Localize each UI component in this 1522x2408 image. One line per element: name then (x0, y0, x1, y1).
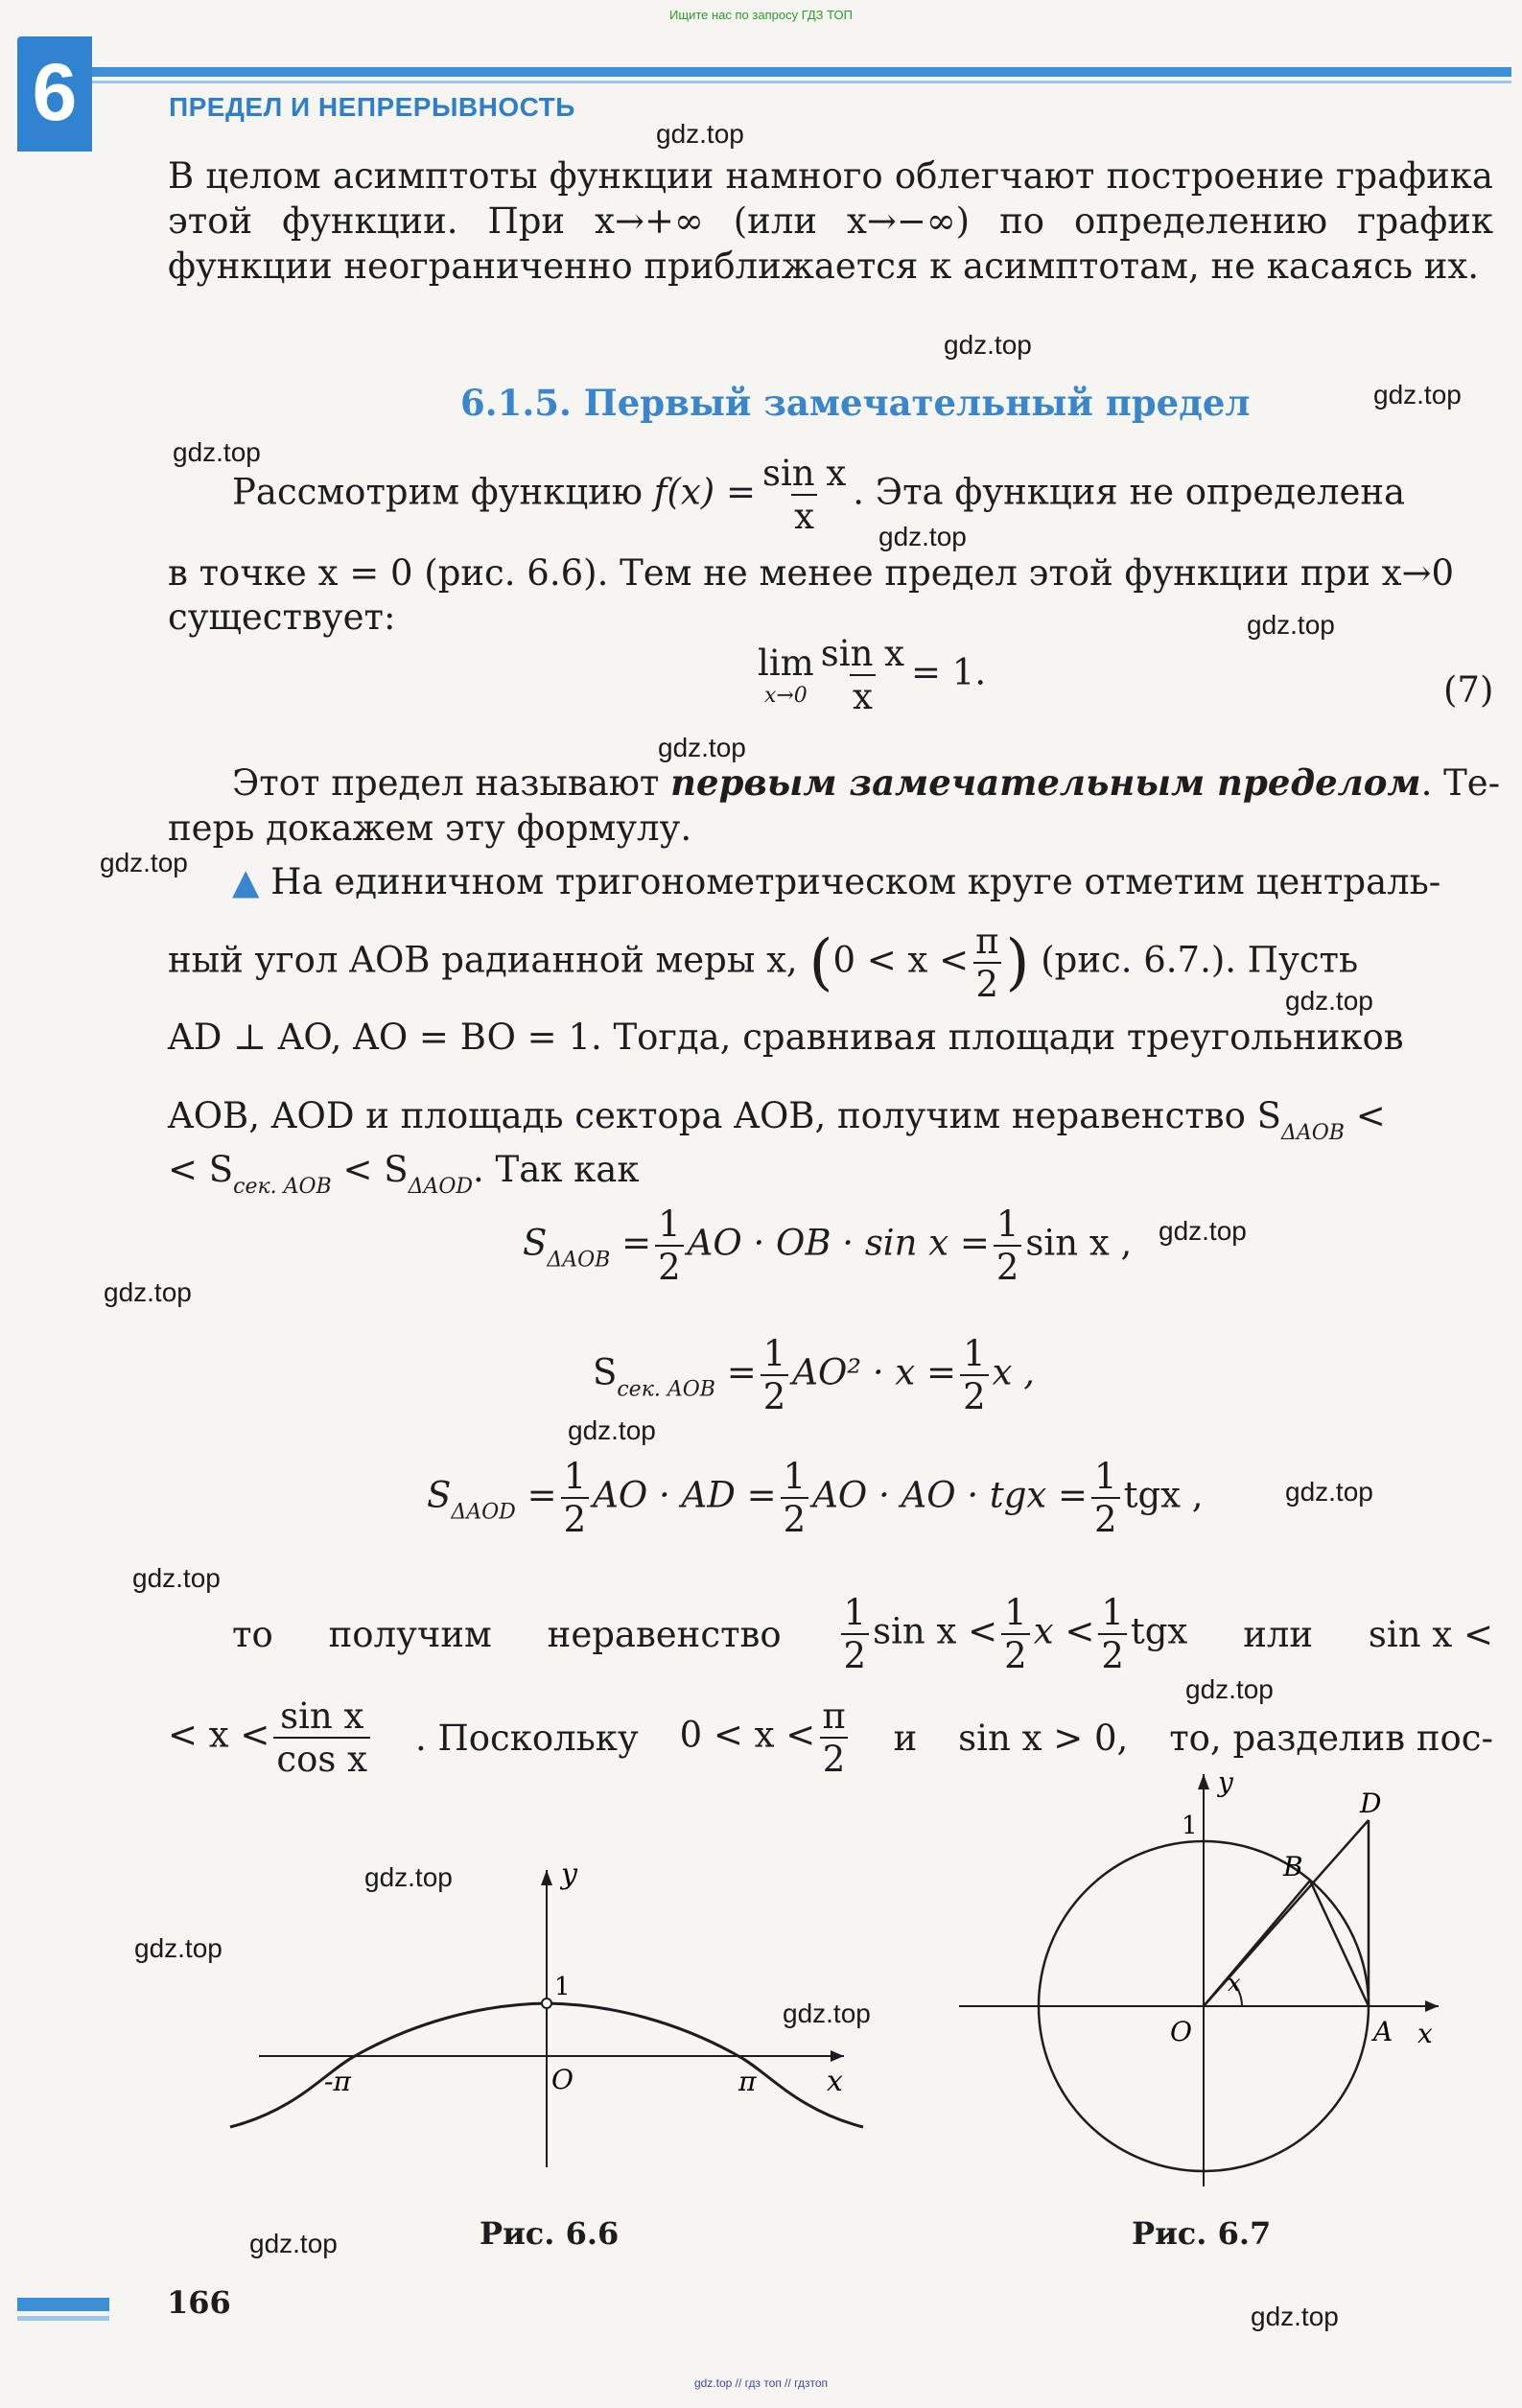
eq3-lhs: S (427, 1474, 452, 1516)
footer-stripe (17, 2298, 109, 2311)
proof-line5-sub1: сек. AOB (233, 1175, 332, 1199)
eq2-two-b: 2 (960, 1374, 989, 1417)
eq2-one-b: 1 (963, 1333, 986, 1374)
proof-line5-c: . Так как (473, 1149, 640, 1190)
eq1-one-a: 1 (658, 1204, 681, 1245)
watermark: gdz.top (1285, 1477, 1373, 1507)
last-den: cos x (273, 1737, 370, 1780)
eq3-one-a: 1 (563, 1456, 587, 1497)
eq1-rhs: sin x , (1025, 1222, 1133, 1264)
last-num: sin x (280, 1695, 364, 1737)
eq2-two-a: 2 (761, 1374, 789, 1417)
eq3-one-c: 1 (1094, 1456, 1117, 1497)
header-stripe (92, 67, 1511, 77)
proof-line2-a: ный угол AOB радианной меры x, (168, 939, 798, 981)
eq3-two-b: 2 (781, 1497, 809, 1540)
watermark: gdz.top (132, 1563, 221, 1593)
eq1-lhs: S (523, 1222, 548, 1264)
eq1-half-a (655, 1204, 684, 1288)
last-pos: sin x > 0, (958, 1717, 1129, 1759)
fig67-angle-label: x (1228, 1970, 1241, 1997)
watermark: gdz.top (100, 848, 188, 877)
proof-line3: AD ⊥ AO, AO = BO = 1. Тогда, сравнивая площади треугольников (168, 1017, 1404, 1058)
eq3-half-c (1091, 1456, 1120, 1540)
eq1-one-b: 1 (995, 1204, 1019, 1245)
eq2-lhs-sub: сек. AOB (617, 1377, 715, 1402)
proof-two: 2 (973, 962, 1002, 1005)
eq3-two-c: 2 (1091, 1497, 1120, 1540)
proof-line5-sub2: ΔAOD (408, 1175, 474, 1199)
fig67-origin: O (1170, 2016, 1192, 2047)
proof-pi-fraction (972, 921, 1001, 1005)
fig67-y-label: y (1218, 1766, 1233, 1798)
fig67-segment-AB (1310, 1881, 1369, 2006)
eq3-eq: = (527, 1474, 557, 1516)
fig67-D: D (1360, 1788, 1382, 1819)
ineq-to: то (232, 1613, 273, 1655)
formula-7-fraction (818, 633, 907, 717)
fig67-caption: Рис. 6.7 (1132, 2215, 1272, 2252)
formula-7-den: x (850, 674, 876, 717)
ineq-two-c: 2 (1098, 1633, 1127, 1676)
consider-line3: существует: (168, 596, 396, 638)
eq2-rhs: x , (992, 1351, 1035, 1393)
formula-7-label: (7) (1443, 669, 1494, 711)
watermark: gdz.top (104, 1277, 192, 1307)
equation-3 (427, 1456, 1204, 1540)
fig66-neg-pi: -π (324, 2066, 351, 2097)
proof-line5-a: < S (168, 1149, 234, 1190)
last-fraction (273, 1695, 370, 1780)
watermark: gdz.top (878, 522, 967, 551)
eq2-eq: = (726, 1351, 757, 1393)
consider-func: f(x) = (653, 471, 756, 513)
ineq-c: tgx (1130, 1610, 1188, 1652)
fig66-x-label: x (827, 2065, 843, 2098)
fig67-one: 1 (1182, 1812, 1198, 1840)
last-then: то, разделив пос- (1169, 1717, 1493, 1759)
consider-line (232, 453, 1405, 537)
last-two: 2 (820, 1737, 849, 1780)
last-since: . Поскольку (414, 1717, 639, 1759)
fig66-one: 1 (554, 1973, 571, 2001)
eq3-lhs-sub: ΔAOD (451, 1500, 516, 1525)
fig66-y-arrow (541, 1870, 552, 1885)
named-line (232, 761, 1500, 804)
proof-line2 (168, 921, 1358, 1005)
ineq-word: неравенство (547, 1613, 782, 1655)
eq1-two-b: 2 (994, 1245, 1022, 1288)
watermark: gdz.top (173, 437, 261, 467)
proof-pi: π (975, 921, 999, 962)
proof-line2-b: (рис. 6.7.). Пусть (1041, 939, 1359, 981)
watermark: gdz.top (1285, 986, 1373, 1016)
intro-paragraph: В целом асимптоты функции намного облегчают построение графика этой функции. При x→+∞ (или x→−∞) по определению график функции неограниченно приближается к асимптотам, не касаясь их. (168, 155, 1493, 287)
eq2-half-a (761, 1333, 789, 1417)
page-number: 166 (167, 2284, 231, 2321)
ineq-expr (837, 1592, 1188, 1676)
ineq-b: x < (1033, 1610, 1095, 1652)
ineq-half-b (1001, 1592, 1030, 1676)
ineq-one-b: 1 (1004, 1592, 1027, 1633)
fig66-origin: O (551, 2064, 574, 2095)
lim-sub: x→0 (763, 684, 808, 708)
eq3-mid2: AO · AO · tgx = (812, 1474, 1089, 1516)
ineq-two-a: 2 (841, 1633, 870, 1676)
watermark: gdz.top (568, 1415, 656, 1445)
proof-line5 (168, 1149, 639, 1199)
fig66-y-label: y (561, 1858, 577, 1891)
proof-marker: ▲ (232, 861, 260, 902)
ineq-half-c (1098, 1592, 1127, 1676)
eq3-mid1: AO · AD = (593, 1474, 777, 1516)
watermark: gdz.top (1185, 1674, 1274, 1704)
paren-left: ( (808, 927, 833, 998)
equation-1 (523, 1204, 1132, 1288)
equation-2 (593, 1333, 1035, 1417)
top-note: Ищите нас по запросу ГДЗ ТОП (669, 8, 853, 22)
named-after: . Те- (1420, 762, 1501, 804)
proof-line4-a: AOB, AOD и площадь сектора AOB, получим неравенство S (168, 1095, 1281, 1136)
named-line2: перь докажем эту формулу. (168, 807, 692, 849)
proof-line4-sub: ΔAOB (1280, 1121, 1345, 1145)
proof-line1 (232, 861, 1440, 902)
eq3-half-a (561, 1456, 590, 1540)
watermark: gdz.top (1251, 2302, 1339, 2331)
header-stripe-thin (92, 81, 1511, 83)
lim-word: lim (758, 643, 814, 684)
last-pi-fraction (819, 1695, 848, 1780)
eq1-two-a: 2 (655, 1245, 684, 1288)
proof-line5-b: < S (331, 1149, 409, 1190)
watermark: gdz.top (364, 1862, 453, 1892)
last-pi: π (822, 1695, 846, 1737)
inequality-line (232, 1592, 1493, 1676)
eq1-half-b (994, 1204, 1022, 1288)
fig66-x-arrow (831, 2050, 844, 2062)
watermark: gdz.top (134, 1933, 222, 1963)
eq3-one-b: 1 (783, 1456, 807, 1497)
ineq-a: sin x < (873, 1610, 998, 1652)
formula-7 (758, 633, 986, 717)
eq2-lhs: S (593, 1351, 618, 1393)
formula-7-num: sin x (820, 633, 905, 674)
watermark: gdz.top (658, 733, 746, 762)
ineq-one-c: 1 (1101, 1592, 1124, 1633)
chapter-title: ПРЕДЕЛ И НЕПРЕРЫВНОСТЬ (169, 92, 575, 122)
consider-text-after: . Эта функция не определена (853, 471, 1406, 513)
consider-num: sin x (761, 453, 847, 494)
eq3-half-b (781, 1456, 809, 1540)
fig66-caption: Рис. 6.6 (480, 2215, 620, 2252)
ineq-one-a: 1 (843, 1592, 867, 1633)
last-and: и (893, 1717, 918, 1759)
eq1-mid: AO · OB · sin x = (687, 1222, 990, 1264)
eq1-lhs-sub: ΔAOB (547, 1248, 611, 1273)
last-cond: 0 < x < (679, 1714, 816, 1756)
watermark: gdz.top (1159, 1216, 1247, 1246)
fig67-x-arrow (1425, 2000, 1439, 2012)
paren-right: ) (1005, 927, 1030, 998)
last-lt: < x < (168, 1714, 270, 1756)
ineq-two-b: 2 (1001, 1633, 1030, 1676)
watermark: gdz.top (1247, 610, 1335, 640)
watermark: gdz.top (656, 119, 744, 149)
eq2-mid: AO² · x = (792, 1351, 957, 1393)
eq1-eq: = (621, 1222, 652, 1264)
fig67-x-label: x (1417, 2018, 1433, 2049)
formula-7-rhs: = 1. (911, 651, 987, 693)
proof-line4-b: < (1344, 1095, 1386, 1136)
consider-fraction (760, 453, 849, 537)
fig66-pi: π (738, 2066, 757, 2097)
section-title: 6.1.5. Первый замечательный предел (460, 382, 1251, 424)
bottom-note: gdz.top // гдз топ // гдзтоп (693, 2376, 829, 2390)
eq2-one-a: 1 (762, 1333, 786, 1374)
named-emph: первым замечательным пределом (670, 761, 1421, 804)
ineq-get: получим (328, 1613, 492, 1655)
eq2-half-b (960, 1333, 989, 1417)
fig67-A: A (1373, 2016, 1393, 2047)
proof-line1-text: На единичном тригонометрическом круге отметим централь- (270, 861, 1441, 902)
watermark: gdz.top (249, 2229, 338, 2258)
named-before: Этот предел называют (232, 762, 671, 804)
fig67-B: B (1283, 1851, 1303, 1882)
ineq-half-a (841, 1592, 870, 1676)
proof-line4 (168, 1095, 1386, 1145)
watermark: gdz.top (783, 1999, 871, 2028)
chapter-number: 6 (32, 47, 78, 137)
formula-7-lim (758, 643, 814, 708)
consider-line2: в точке x = 0 (рис. 6.6). Тем не менее предел этой функции при x→0 (168, 552, 1455, 594)
ineq-or: или (1243, 1613, 1314, 1655)
last-expr (168, 1695, 374, 1780)
figure-6-7 (959, 1765, 1496, 2215)
eq3-rhs: tgx , (1123, 1474, 1204, 1516)
last-cond-expr (680, 1695, 853, 1780)
footer-stripe-thin (17, 2316, 109, 2321)
consider-text-before: Рассмотрим функцию (232, 471, 654, 513)
watermark: gdz.top (1373, 380, 1462, 409)
watermark: gdz.top (944, 330, 1032, 360)
consider-den: x (791, 494, 817, 537)
fig66-hole (542, 1999, 551, 2008)
proof-cond: 0 < x < (832, 939, 970, 981)
ineq-tail: sin x < (1368, 1613, 1493, 1655)
eq3-two-a: 2 (561, 1497, 590, 1540)
fig67-y-arrow (1198, 1774, 1209, 1789)
